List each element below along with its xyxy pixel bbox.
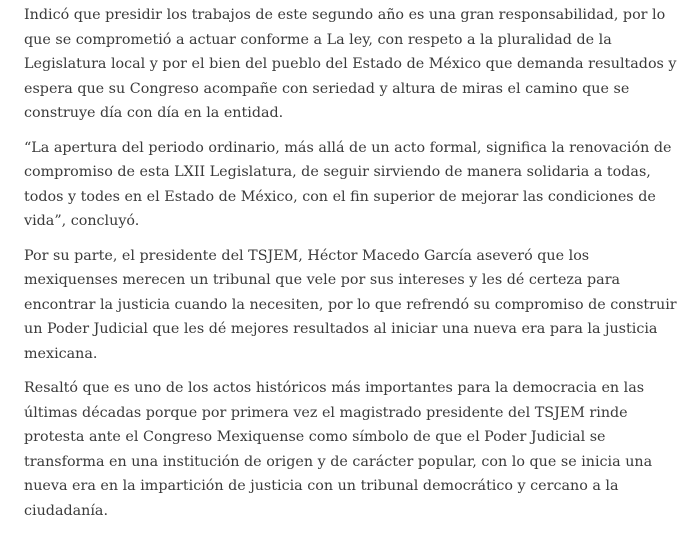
paragraph bbox=[24, 376, 653, 523]
paragraph bbox=[24, 136, 672, 234]
paragraph-line: Legislatura local y por el bien del pueblo del Estado de México que demanda resultados y bbox=[24, 56, 677, 72]
paragraph-line: transforma en una institución de origen y de carácter popular, con lo que se inicia una bbox=[24, 453, 653, 470]
paragraph-line: que se comprometió a actuar conforme a La ley, con respeto a la pluralidad de la bbox=[24, 31, 612, 48]
article-body bbox=[24, 3, 677, 533]
paragraph-line: espera que su Congreso acompañe con seriedad y altura de miras el camino que se bbox=[24, 80, 630, 97]
paragraph-line: compromiso de esta LXII Legislatura, de seguir sirviendo de manera solidaria a todas, bbox=[24, 164, 651, 180]
paragraph-line: vida”, concluyó. bbox=[24, 213, 140, 229]
paragraph bbox=[24, 3, 677, 126]
paragraph-line: Indicó que presidir los trabajos de este segundo año es una gran responsabilidad, por lo bbox=[24, 7, 666, 23]
paragraph-line: construye día con día en la entidad. bbox=[24, 105, 284, 121]
paragraph-line: Resaltó que es uno de los actos históricos más importantes para la democracia en las bbox=[24, 380, 645, 396]
paragraph-line: Por su parte, el presidente del TSJEM, Héctor Macedo García aseveró que los bbox=[24, 247, 590, 264]
paragraph-line: ciudadanía. bbox=[24, 502, 108, 519]
paragraph-line: encontrar la justicia cuando la necesiten, por lo que refrendó su compromiso de construir bbox=[24, 296, 677, 313]
paragraph-line: “La apertura del periodo ordinario, más allá de un acto formal, significa la renovación de bbox=[24, 139, 672, 156]
paragraph-line: protesta ante el Congreso Mexiquense como símbolo de que el Poder Judicial se bbox=[24, 429, 606, 445]
paragraph-line: últimas décadas porque por primera vez el magistrado presidente del TSJEM rinde bbox=[24, 404, 628, 421]
paragraph-line: todos y todes en el Estado de México, con el fin superior de mejorar las condiciones de bbox=[24, 188, 656, 205]
paragraph-line: mexiquenses merecen un tribunal que vele por sus intereses y les dé certeza para bbox=[24, 272, 621, 288]
paragraph-line: un Poder Judicial que les dé mejores resultados al iniciar una nueva era para la justicia bbox=[24, 321, 658, 337]
paragraph-line: nueva era en la impartición de justicia con un tribunal democrático y cercano a la bbox=[24, 478, 619, 494]
paragraph bbox=[24, 244, 677, 367]
paragraph-line: mexicana. bbox=[24, 345, 98, 362]
